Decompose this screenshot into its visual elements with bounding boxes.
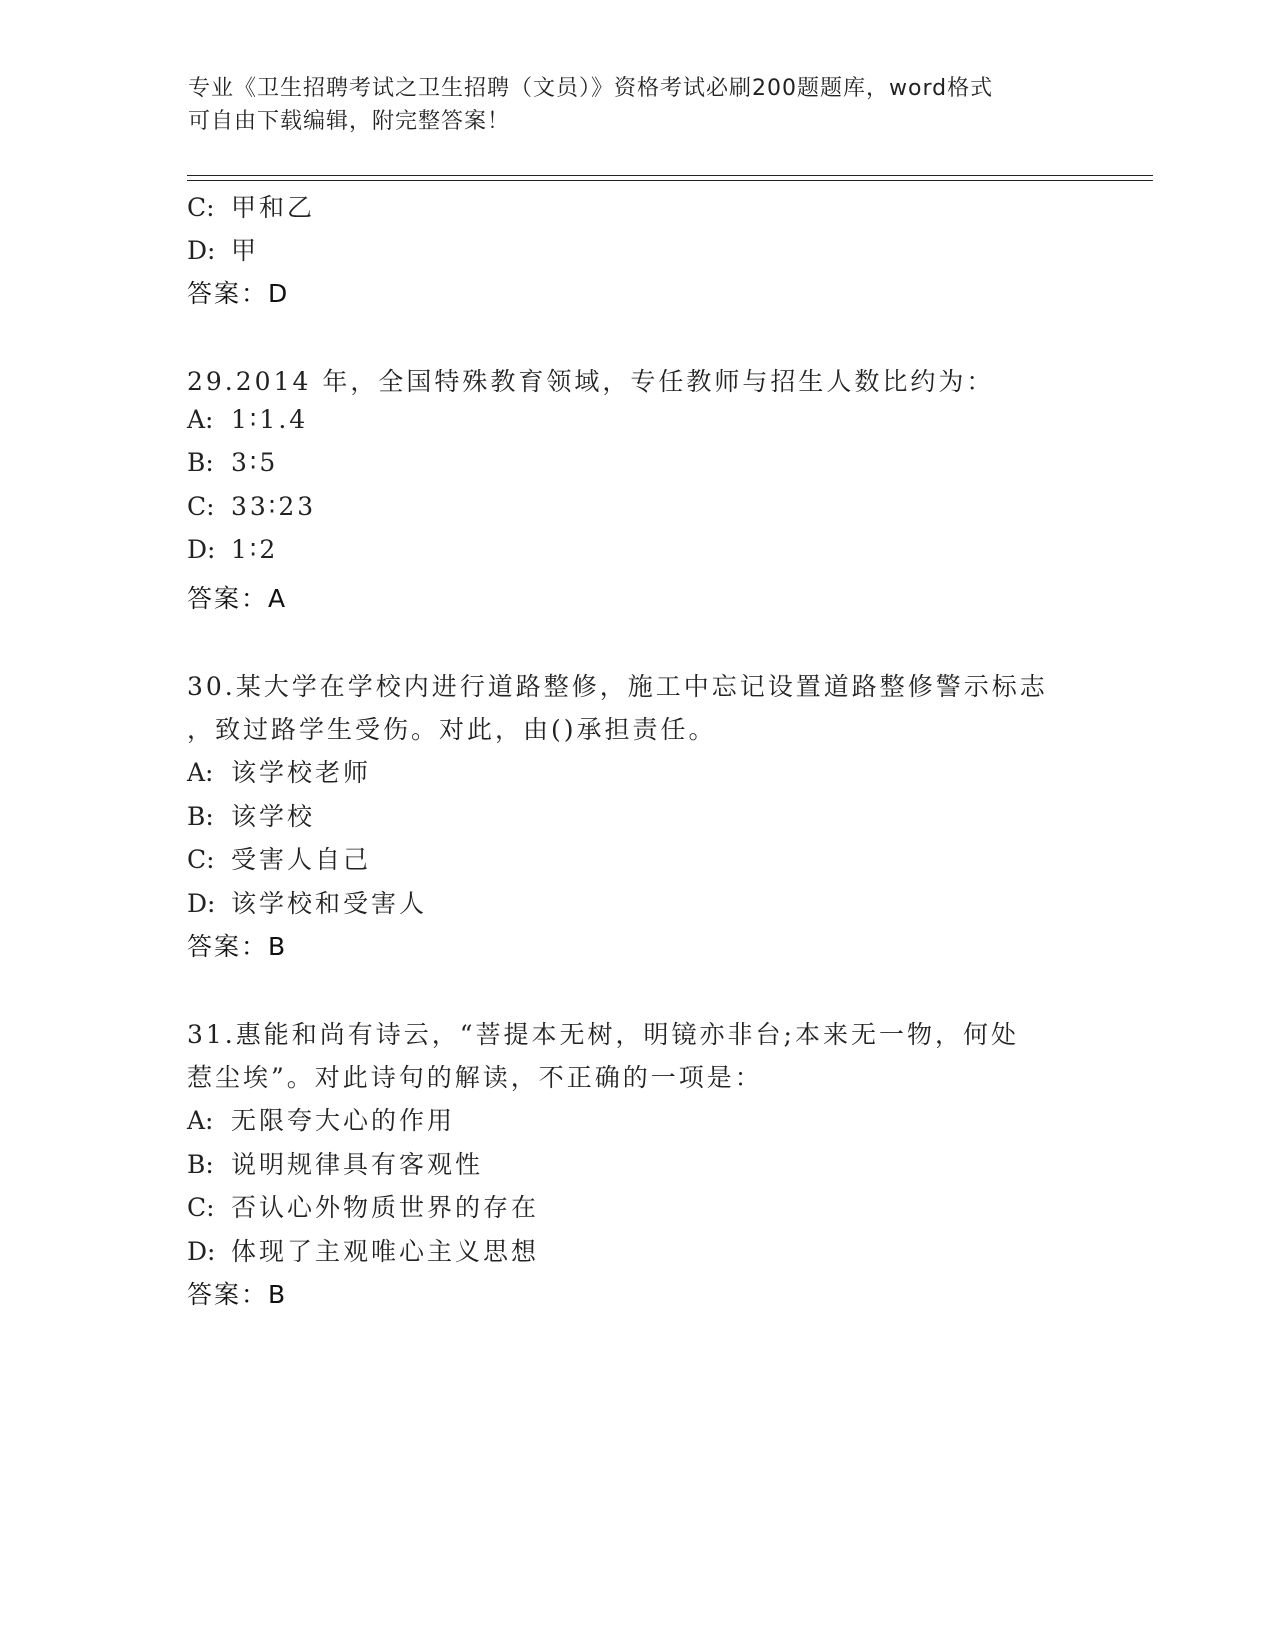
option-text: 否认心外物质世界的存在	[231, 1193, 540, 1222]
q30-option-c	[187, 840, 371, 876]
document-header	[188, 72, 1068, 138]
option-label: B:	[187, 1150, 214, 1179]
option-text: 体现了主观唯心主义思想	[231, 1237, 540, 1266]
option-label: C:	[187, 193, 215, 222]
option-label: A:	[187, 405, 214, 434]
q31-answer: 答案：B	[187, 1280, 288, 1309]
option-text: 甲	[231, 236, 260, 265]
q30-stem-line-1: 30.某大学在学校内进行道路整修，施工中忘记设置道路整修警示标志	[187, 672, 1048, 701]
option-text: 无限夸大心的作用	[231, 1106, 456, 1135]
q29-option-b	[187, 448, 278, 477]
option-label: D:	[187, 1237, 216, 1266]
q31-option-b	[187, 1145, 483, 1181]
option-text: 受害人自己	[231, 845, 372, 874]
option-label: B:	[187, 802, 214, 831]
q29-option-d	[187, 535, 278, 564]
q30-option-b	[187, 797, 315, 833]
q30-option-a	[187, 753, 371, 789]
q30-stem-line-2: ，致过路学生受伤。对此，由()承担责任。	[187, 715, 717, 744]
option-label: C:	[187, 492, 215, 521]
q31-stem-line-2: 惹尘埃”。对此诗句的解读，不正确的一项是：	[187, 1063, 763, 1092]
header-title-line-1: 专业《卫生招聘考试之卫生招聘（文员）》资格考试必刷200题题库，word格式	[188, 76, 994, 101]
q31-option-c	[187, 1188, 539, 1224]
q29-option-a	[187, 405, 308, 434]
header-divider-bottom	[187, 180, 1153, 181]
option-label: A:	[187, 1106, 214, 1135]
q30-answer: 答案：B	[187, 932, 288, 961]
option-text: 该学校和受害人	[231, 889, 428, 918]
option-text: 说明规律具有客观性	[231, 1150, 484, 1179]
option-text: 1∶2	[231, 535, 279, 564]
q31-option-a	[187, 1101, 455, 1137]
q28-answer: 答案：D	[187, 279, 290, 308]
option-text: 33∶23	[231, 492, 317, 521]
q29-stem: 29.2014 年，全国特殊教育领域，专任教师与招生人数比约为：	[187, 367, 995, 396]
option-text: 该学校老师	[231, 758, 372, 787]
header-title-line-2: 可自由下载编辑，附完整答案！	[188, 109, 511, 134]
option-text: 3∶5	[231, 448, 279, 477]
option-label: D:	[187, 236, 216, 265]
option-label: D:	[187, 889, 216, 918]
q30-option-d	[187, 884, 427, 920]
header-divider-top	[187, 175, 1153, 176]
q29-option-c	[187, 492, 316, 521]
option-text: 甲和乙	[231, 193, 316, 222]
option-label: C:	[187, 845, 215, 874]
option-label: D:	[187, 535, 216, 564]
q28-option-d	[187, 231, 259, 267]
option-text: 1∶1.4	[231, 405, 309, 434]
q31-stem-line-1: 31.惠能和尚有诗云，“菩提本无树，明镜亦非台;本来无一物，何处	[187, 1020, 1019, 1049]
option-label: A:	[187, 758, 214, 787]
option-text: 该学校	[231, 802, 316, 831]
q28-option-c	[187, 188, 315, 224]
option-label: C:	[187, 1193, 215, 1222]
q29-answer: 答案：A	[187, 584, 288, 613]
option-label: B:	[187, 448, 214, 477]
q31-option-d	[187, 1232, 539, 1268]
